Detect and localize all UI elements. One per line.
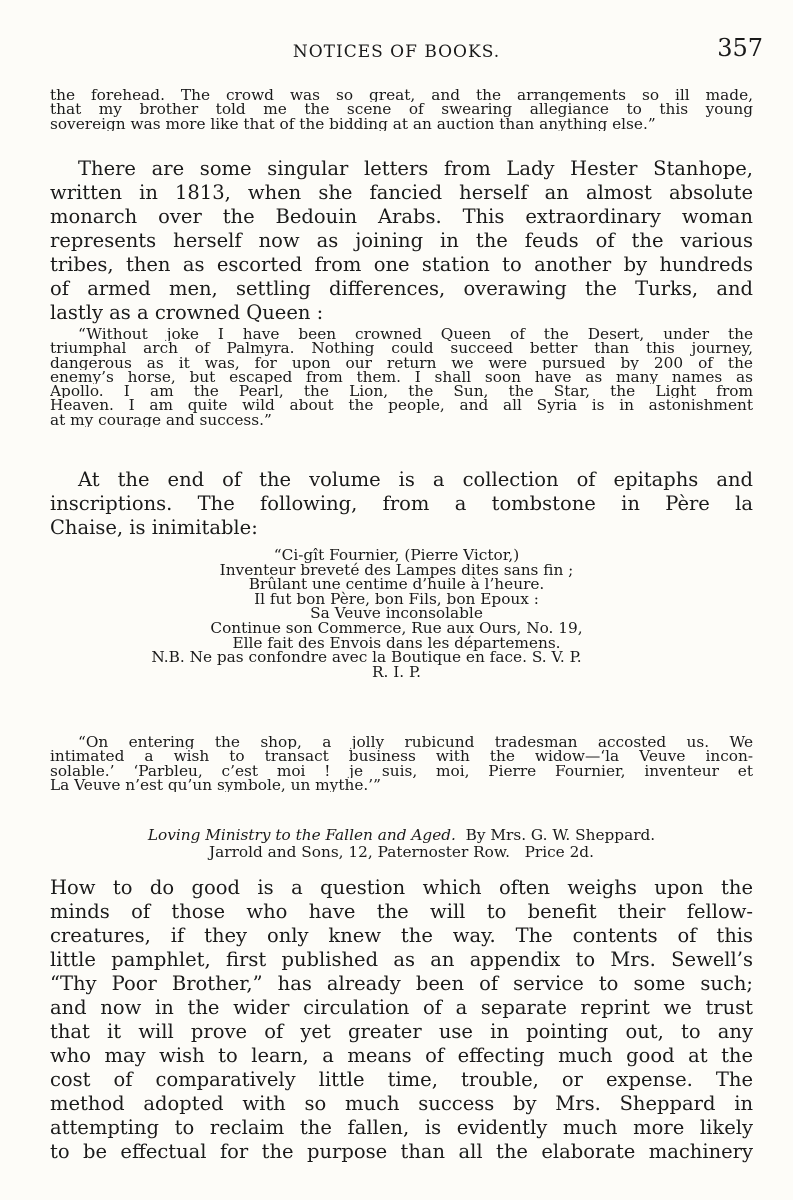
text-line: little pamphlet, first published as an appendix to Mrs. Sewell’s [50,948,753,971]
page-number: 357 [717,34,763,62]
epitaph-line: “Ci-gît Fournier, (Pierre Victor,) [273,546,520,564]
text-line: Apollo. I am the Pearl, the Lion, the Sun, the Star, the Light from [50,384,753,399]
text-line: cost of comparatively little time, trouble, or expense. The [50,1068,753,1091]
text-line: to be effectual for the purpose than all the elaborate machinery [50,1140,753,1163]
epitaph-inscription [60,548,733,679]
quote-stanhope [50,327,753,427]
epitaph-line: Inventeur breveté des Lampes dites sans fin ; [219,560,574,579]
epitaph-line: Il fut bon Père, bon Fils, bon Epoux : [254,589,539,608]
paragraph-continued-quote [50,88,753,131]
text-line: the forehead. The crowd was so great, and the arrangements so ill made, [50,88,753,103]
text-line: creatures, if they only knew the way. The contents of this [50,924,753,947]
text-line: dangerous as it was, for upon our return we were pursued by 200 of the [50,355,753,370]
text-line: How to do good is a question which often weighs upon the [50,876,753,899]
text-line: Heaven. I am quite wild about the people, and all Syria is in astonishment [50,398,753,413]
epitaph-line: Elle fait des Envois dans les départemens. [232,633,561,652]
epitaph-line: Sa Veuve inconsolable [310,604,483,623]
paragraph-stanhope [50,157,753,325]
text-line: method adopted with so much success by Mrs. Sheppard in [50,1092,753,1115]
epitaph-line: Continue son Commerce, Rue aux Ours, No. 19, [210,618,583,637]
text-line: inscriptions. The following, from a tombstone in Père la [50,492,753,515]
text-line: that it will prove of yet greater use in pointing out, to any [50,1020,753,1043]
review-publisher-line [50,844,753,861]
text-line: represents herself now as joining in the feuds of the various [50,229,753,252]
review-publisher: Jarrold and Sons, 12, Paternoster Row. [209,843,510,861]
nb-svp: S. V. P. [531,648,582,667]
review-title-line [50,827,753,844]
text-line: solable.’ ‘Parbleu, c’est moi ! je suis, moi, Pierre Fournier, inventeur et [50,763,753,778]
text-line: “Without joke I have been crowned Queen of the Desert, under the [78,327,753,342]
nb-label: N.B. [151,648,185,667]
text-line: tribes, then as escorted from one station to another by hundreds [50,253,753,276]
text-line: and now in the wider circulation of a separate reprint we trust [50,996,753,1019]
text-line: monarch over the Bedouin Arabs. This extraordinary woman [50,205,753,228]
running-head: NOTICES OF BOOKS. [292,42,501,62]
text-line: minds of those who have the will to benefit their fellow- [50,900,753,923]
text-line: enemy’s horse, but escaped from them. I shall soon have as many names as [50,369,753,385]
text-line: that my brother told me the scene of swearing allegiance to this young [50,102,753,117]
text-line: sovereign was more like that of the bidding at an auction than anything else.” [50,116,656,131]
text-line: attempting to reclaim the fallen, is evidently much more likely [50,1116,753,1139]
text-line: triumphal arch of Palmyra. Nothing could succeed better than this journey, [50,341,753,356]
review-heading [50,827,753,861]
review-author: By Mrs. G. W. Sheppard. [465,826,656,844]
text-line: At the end of the volume is a collection of epitaphs and [78,468,753,491]
text-line: lastly as a crowned Queen : [50,301,324,324]
review-price: Price 2d. [524,843,594,861]
text-line: of armed men, settling differences, overawing the Turks, and [50,277,753,300]
text-line: at my courage and success.” [50,412,272,428]
text-line: La Veuve n’est qu’un symbole, un mythe.’” [50,777,381,793]
epitaph-line: Brûlant une centime d’huile à l’heure. [248,575,545,594]
text-line: “On entering the shop, a jolly rubicund tradesman accosted us. We [78,735,753,750]
text-line: written in 1813, when she fancied herself an almost absolute [50,181,753,204]
text-line: Chaise, is inimitable: [50,516,258,539]
text-line: “Thy Poor Brother,” has already been of service to some such; [50,972,753,995]
text-line: intimated a wish to transact business with the widow—‘la Veuve incon- [50,749,753,764]
text-line: who may wish to learn, a means of effecting much good at the [50,1044,753,1067]
quote-fournier [50,735,753,792]
paragraph-epitaphs [50,468,753,540]
nb-text: Ne pas confondre avec la Boutique en face. [189,648,527,667]
text-line: There are some singular letters from Lady Hester Stanhope, [78,157,753,180]
review-title: Loving Ministry to the Fallen and Aged. [147,826,456,844]
paragraph-review [50,876,753,1164]
page-header [0,34,793,74]
epitaph-rip: R. I. P. [371,662,422,681]
